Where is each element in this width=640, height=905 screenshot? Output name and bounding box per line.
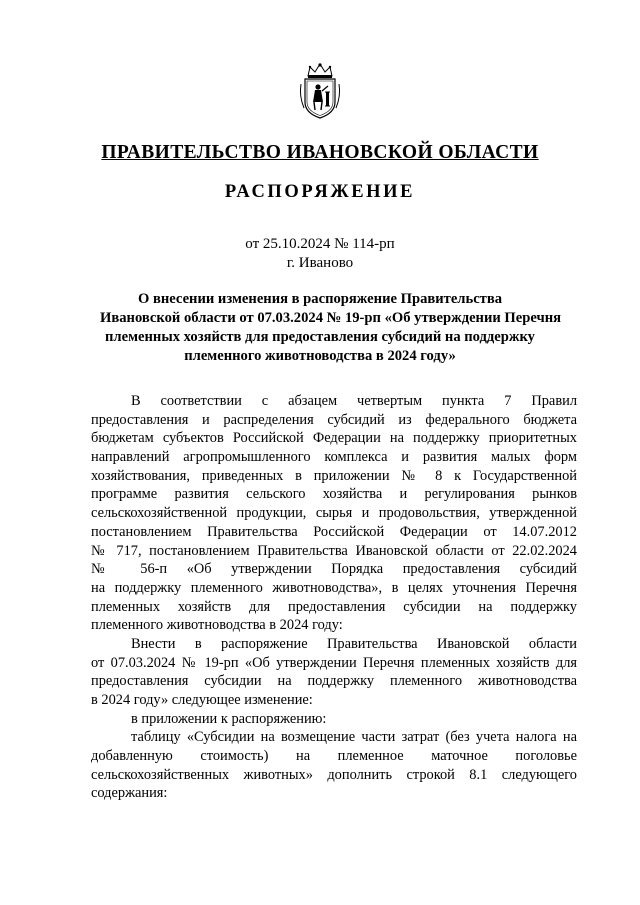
document-date-number: от 25.10.2024 № 114-рп <box>245 236 395 252</box>
body-line: постановлением Правительства Российской Федерации от 14.07.2012 <box>91 523 577 540</box>
body-line: бюджетам субъектов Российской Федерации на поддержку приоритетных <box>91 430 577 447</box>
body-line: таблицу «Субсидии на возмещение части затрат (без учета налога на <box>131 729 577 746</box>
heading-line: Ивановской области от 07.03.2024 № 19-рп «Об утверждении Перечня <box>100 310 562 326</box>
body-line: направлений агропромышленного комплекса и развития малых форм <box>91 449 577 466</box>
body-line: содержания: <box>91 785 168 802</box>
body-line: В соответствии с абзацем четвертым пункта 7 Правил <box>131 393 577 409</box>
government-title: ПРАВИТЕЛЬСТВО ИВАНОВСКОЙ ОБЛАСТИ <box>101 142 539 163</box>
ivanovo-coat-of-arms-icon <box>298 62 342 120</box>
paragraph-3 <box>91 710 577 729</box>
body-line: Внести в распоряжение Правительства Ивановской области <box>131 635 577 652</box>
document-heading <box>100 290 562 366</box>
body-line: № 717, постановлением Правительства Ивановской области от 22.02.2024 <box>91 542 577 559</box>
document-type: РАСПОРЯЖЕНИЕ <box>224 182 416 202</box>
heading-line: племенного животноводства в 2024 году» <box>184 348 456 364</box>
document-city: г. Иваново <box>286 255 354 271</box>
body-line: племенных хозяйств для предоставления субсидии на поддержку <box>91 598 577 615</box>
body-line: сельскохозяйственной продукции, сырья и продовольствия, утвержденной <box>91 505 577 522</box>
body-line: на поддержку племенного животноводства», в целях уточнения Перечня <box>91 579 577 596</box>
paragraph-2 <box>91 635 577 710</box>
body-line: программе развития сельского хозяйства и регулирования рынков <box>91 486 577 503</box>
body-line: в 2024 году» следующее изменение: <box>91 692 313 708</box>
body-line: хозяйствования, приведенных в приложении № 8 к Государственной <box>91 467 577 484</box>
body-line: племенного животноводства в 2024 году: <box>91 617 343 634</box>
body-line: в приложении к распоряжению: <box>131 710 327 727</box>
paragraph-4 <box>91 728 577 803</box>
body-line: предоставления и распределения субсидий из федерального бюджета <box>91 411 577 428</box>
document-body <box>91 392 577 803</box>
body-line: № 56-п «Об утверждении Порядка предоставления субсидий <box>91 561 577 578</box>
body-line: добавленную стоимость) на племенное маточное поголовье <box>91 748 577 765</box>
paragraph-1 <box>91 392 577 635</box>
heading-line: О внесении изменения в распоряжение Правительства <box>137 291 503 307</box>
body-line: сельскохозяйственных животных» дополнить строкой 8.1 следующего <box>91 766 577 783</box>
body-line: от 07.03.2024 № 19-рп «Об утверждении Перечня племенных хозяйств для <box>91 654 577 671</box>
body-line: предоставления субсидии на поддержку племенного животноводства <box>91 673 577 690</box>
heading-line: племенных хозяйств для предоставления субсидий на поддержку <box>105 329 535 345</box>
